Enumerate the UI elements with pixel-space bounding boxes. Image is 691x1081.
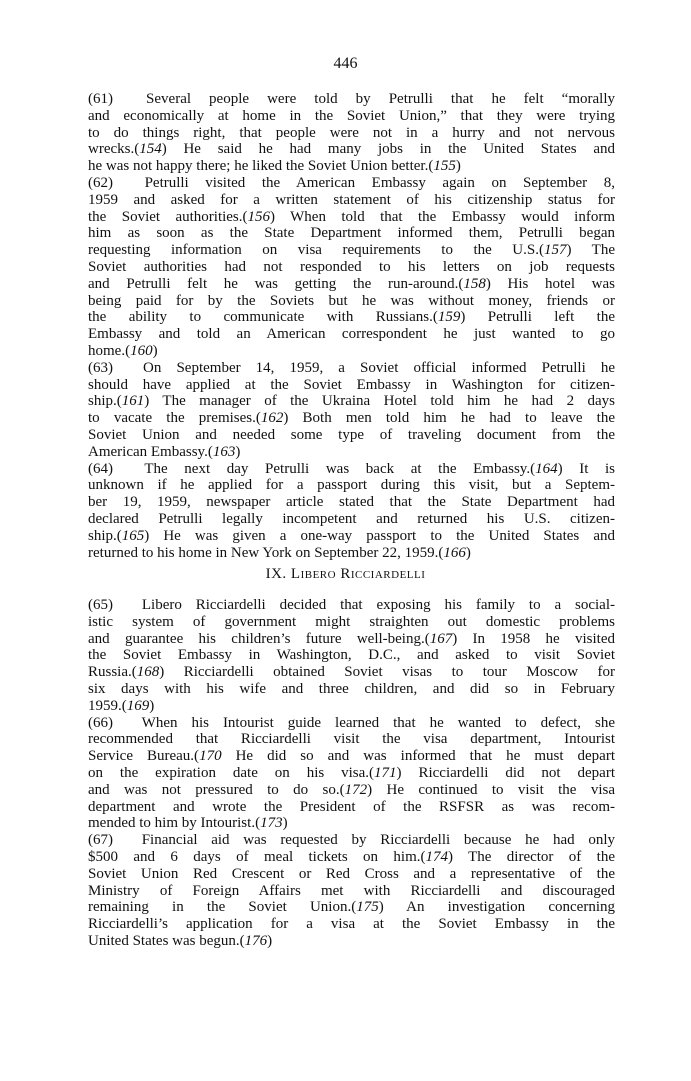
- text-line: [88, 681, 615, 698]
- text-line: [88, 192, 615, 209]
- text-segment: being paid for by the Soviets but he was without money, friends or: [88, 292, 615, 309]
- text-segment: ) Petrulli left the: [460, 309, 615, 326]
- text-line: [88, 293, 615, 310]
- paragraph: [88, 715, 615, 833]
- text-segment: ) He said he had many jobs in the United States and: [161, 141, 615, 158]
- text-line: [88, 125, 615, 142]
- text-segment: and guarantee his children’s future well-being.(: [88, 630, 430, 647]
- text-segment: Soviet Union and needed some type of traveling document from the: [88, 426, 615, 443]
- text-segment: the Soviet Embassy in Washington, D.C., and asked to visit Soviet: [88, 647, 615, 664]
- text-line: [88, 377, 615, 394]
- text-segment: requesting information on visa requirements to the U.S.(: [88, 242, 544, 259]
- text-line: [88, 528, 615, 545]
- text-segment: ) He was given a one-way passport to the United States and: [144, 527, 615, 544]
- citation-number: 162: [260, 410, 284, 427]
- citation-number: 174: [425, 848, 448, 865]
- text-segment: ): [152, 342, 158, 359]
- text-line: [88, 158, 615, 175]
- text-segment: (64) The next day Petrulli was back at the Embassy.(: [88, 460, 536, 477]
- text-line: [88, 91, 615, 108]
- text-line: [88, 494, 615, 511]
- text-segment: and Petrulli felt he was getting the run-around.(: [88, 275, 464, 292]
- citation-number: 158: [463, 275, 486, 292]
- text-segment: ): [235, 443, 241, 460]
- citation-number: 164: [535, 460, 558, 477]
- text-line: [88, 614, 615, 631]
- text-line: [88, 933, 615, 950]
- text-segment: ) The: [566, 242, 615, 259]
- citation-number: 157: [543, 242, 567, 259]
- text-segment: $500 and 6 days of meal tickets on him.(: [88, 848, 426, 865]
- paragraph: [88, 597, 615, 715]
- paragraph: [88, 360, 615, 461]
- text-segment: ): [267, 932, 273, 949]
- text-segment: Ministry of Foreign Affairs met with Ricciardelli and discouraged: [88, 882, 615, 899]
- paragraph: [88, 832, 615, 950]
- text-segment: ) An investigation concerning: [378, 899, 615, 916]
- citation-number: 155: [433, 158, 456, 175]
- text-segment: to do things right, that people were not in a hurry and not nervous: [88, 124, 615, 141]
- citation-number: 154: [139, 141, 162, 158]
- text-segment: United States was begun.(: [88, 932, 245, 949]
- text-segment: American Embassy.(: [88, 443, 213, 460]
- text-line: [88, 343, 615, 360]
- text-segment: ) In 1958 he visited: [452, 630, 615, 647]
- text-segment: (62) Petrulli visited the American Embassy again on September 8,: [88, 174, 615, 191]
- text-segment: remaining in the Soviet Union.(: [88, 899, 357, 916]
- text-line: [88, 698, 615, 715]
- text-segment: ) The director of the: [448, 848, 615, 865]
- text-line: [88, 477, 615, 494]
- text-segment: (63) On September 14, 1959, a Soviet official informed Petrulli he: [88, 359, 615, 376]
- text-segment: (65) Libero Ricciardelli decided that exposing his family to a social-: [88, 597, 615, 613]
- text-segment: unknown if he applied for a passport during this visit, but a Septem-: [88, 477, 615, 494]
- text-segment: returned to his home in New York on September 22, 1959.(: [88, 544, 444, 561]
- text-line: [88, 799, 615, 816]
- text-segment: ber 19, 1959, newspaper article stated that the State Department had: [88, 494, 615, 511]
- text-line: [88, 664, 615, 681]
- text-segment: (66) When his Intourist guide learned that he wanted to defect, she: [88, 714, 615, 731]
- text-line: [88, 511, 615, 528]
- text-segment: should have applied at the Soviet Embassy in Washington for citizen-: [88, 376, 615, 393]
- text-line: [88, 175, 615, 192]
- text-line: [88, 647, 615, 664]
- text-segment: ) Both men told him he had to leave the: [283, 410, 615, 427]
- text-segment: ) Ricciardelli obtained Soviet visas to tour Moscow for: [159, 664, 615, 681]
- text-segment: ) He continued to visit the visa: [367, 781, 615, 798]
- text-line: [88, 141, 615, 158]
- text-segment: department and wrote the President of the RSFSR as was recom-: [88, 798, 615, 815]
- ricciardelli-section-text: [88, 597, 615, 950]
- text-line: [88, 410, 615, 427]
- text-line: [88, 360, 615, 377]
- text-segment: istic system of government might straighten out domestic problems: [88, 613, 615, 630]
- text-line: [88, 782, 615, 799]
- citation-number: 170: [199, 748, 222, 765]
- text-segment: and economically at home in the Soviet Union,” that they were trying: [88, 107, 615, 124]
- paragraph: [88, 91, 615, 175]
- text-line: [88, 461, 615, 478]
- text-segment: wrecks.(: [88, 141, 140, 158]
- citation-number: 163: [212, 443, 236, 460]
- text-segment: (67) Financial aid was requested by Ricciardelli because he had only: [88, 832, 615, 849]
- text-line: [88, 309, 615, 326]
- text-segment: to vacate the premises.(: [88, 410, 261, 427]
- citation-number: 172: [344, 781, 368, 798]
- text-line: [88, 108, 615, 125]
- page-number: 446: [333, 55, 358, 72]
- citation-number: 175: [356, 899, 379, 916]
- text-line: [88, 242, 615, 259]
- text-segment: ) The manager of the Ukraina Hotel told him he had 2 days: [144, 393, 615, 410]
- text-line: [88, 427, 615, 444]
- text-segment: him as soon as the State Department informed them, Petrulli began: [88, 225, 615, 242]
- text-line: [88, 276, 615, 293]
- text-segment: Ricciardelli’s application for a visa at the Soviet Embassy in the: [88, 916, 615, 933]
- citation-number: 160: [130, 342, 153, 359]
- text-line: [88, 899, 615, 916]
- text-segment: the Soviet authorities.(: [88, 208, 248, 225]
- paragraph: [88, 175, 615, 360]
- text-segment: ship.(: [88, 527, 122, 544]
- citation-number: 166: [443, 544, 466, 561]
- text-line: [88, 748, 615, 765]
- text-segment: ): [282, 815, 288, 832]
- text-segment: Service Bureau.(: [88, 748, 200, 765]
- citation-number: 176: [244, 932, 268, 949]
- text-segment: ship.(: [88, 393, 122, 410]
- text-segment: on the expiration date on his visa.(: [88, 764, 375, 781]
- text-segment: Embassy and told an American correspondent he just wanted to go: [88, 326, 615, 343]
- text-segment: and was not pressured to do so.(: [88, 781, 345, 798]
- text-segment: ) When told that the Embassy would inform: [270, 208, 615, 225]
- text-line: [88, 715, 615, 732]
- text-segment: (61) Several people were told by Petrulli that he felt “morally: [88, 91, 615, 107]
- citation-number: 159: [437, 309, 461, 326]
- section-numeral: IX.: [265, 566, 287, 582]
- text-line: [88, 832, 615, 849]
- text-segment: mended to him by Intourist.(: [88, 815, 261, 832]
- text-line: [88, 849, 615, 866]
- text-line: [88, 815, 615, 832]
- text-segment: ) His hotel was: [485, 275, 615, 292]
- section-heading: [0, 566, 691, 583]
- text-line: [88, 597, 615, 614]
- text-line: [88, 225, 615, 242]
- text-line: [88, 731, 615, 748]
- paragraph: [88, 461, 615, 562]
- text-line: [88, 631, 615, 648]
- citation-number: 156: [247, 208, 271, 225]
- citation-number: 167: [429, 630, 453, 647]
- petrulli-section-text: [88, 91, 615, 561]
- text-segment: He did so and was informed that he must depart: [221, 748, 615, 765]
- text-line: [88, 545, 615, 562]
- text-segment: declared Petrulli legally incompetent and returned his U.S. citizen-: [88, 510, 615, 527]
- text-segment: ) Ricciardelli did not depart: [396, 764, 615, 781]
- text-segment: ): [149, 697, 155, 714]
- citation-number: 171: [374, 764, 397, 781]
- text-segment: ): [465, 544, 471, 561]
- text-line: [88, 393, 615, 410]
- text-segment: Soviet authorities had not responded to his letters on job requests: [88, 258, 615, 275]
- text-segment: home.(: [88, 342, 131, 359]
- text-line: [88, 326, 615, 343]
- text-line: [88, 209, 615, 226]
- text-line: [88, 259, 615, 276]
- text-segment: the ability to communicate with Russians.(: [88, 309, 438, 326]
- text-segment: ) It is: [557, 460, 615, 477]
- text-segment: he was not happy there; he liked the Soviet Union better.(: [88, 158, 434, 175]
- section-title: Libero Ricciardelli: [290, 566, 426, 582]
- citation-number: 165: [121, 527, 145, 544]
- text-segment: ): [455, 158, 461, 175]
- text-line: [88, 765, 615, 782]
- text-segment: Russia.(: [88, 664, 137, 681]
- citation-number: 161: [121, 393, 145, 410]
- text-segment: 1959 and asked for a written statement of his citizenship status for: [88, 191, 615, 208]
- text-line: [88, 866, 615, 883]
- text-segment: six days with his wife and three children, and did so in February: [88, 680, 615, 697]
- text-segment: 1959.(: [88, 697, 127, 714]
- citation-number: 169: [126, 697, 150, 714]
- text-line: [88, 916, 615, 933]
- text-segment: Soviet Union Red Crescent or Red Cross and a representative of the: [88, 865, 615, 882]
- citation-number: 173: [260, 815, 283, 832]
- text-segment: recommended that Ricciardelli visit the visa department, Intourist: [88, 731, 615, 748]
- text-line: [88, 883, 615, 900]
- text-line: [88, 444, 615, 461]
- citation-number: 168: [136, 664, 160, 681]
